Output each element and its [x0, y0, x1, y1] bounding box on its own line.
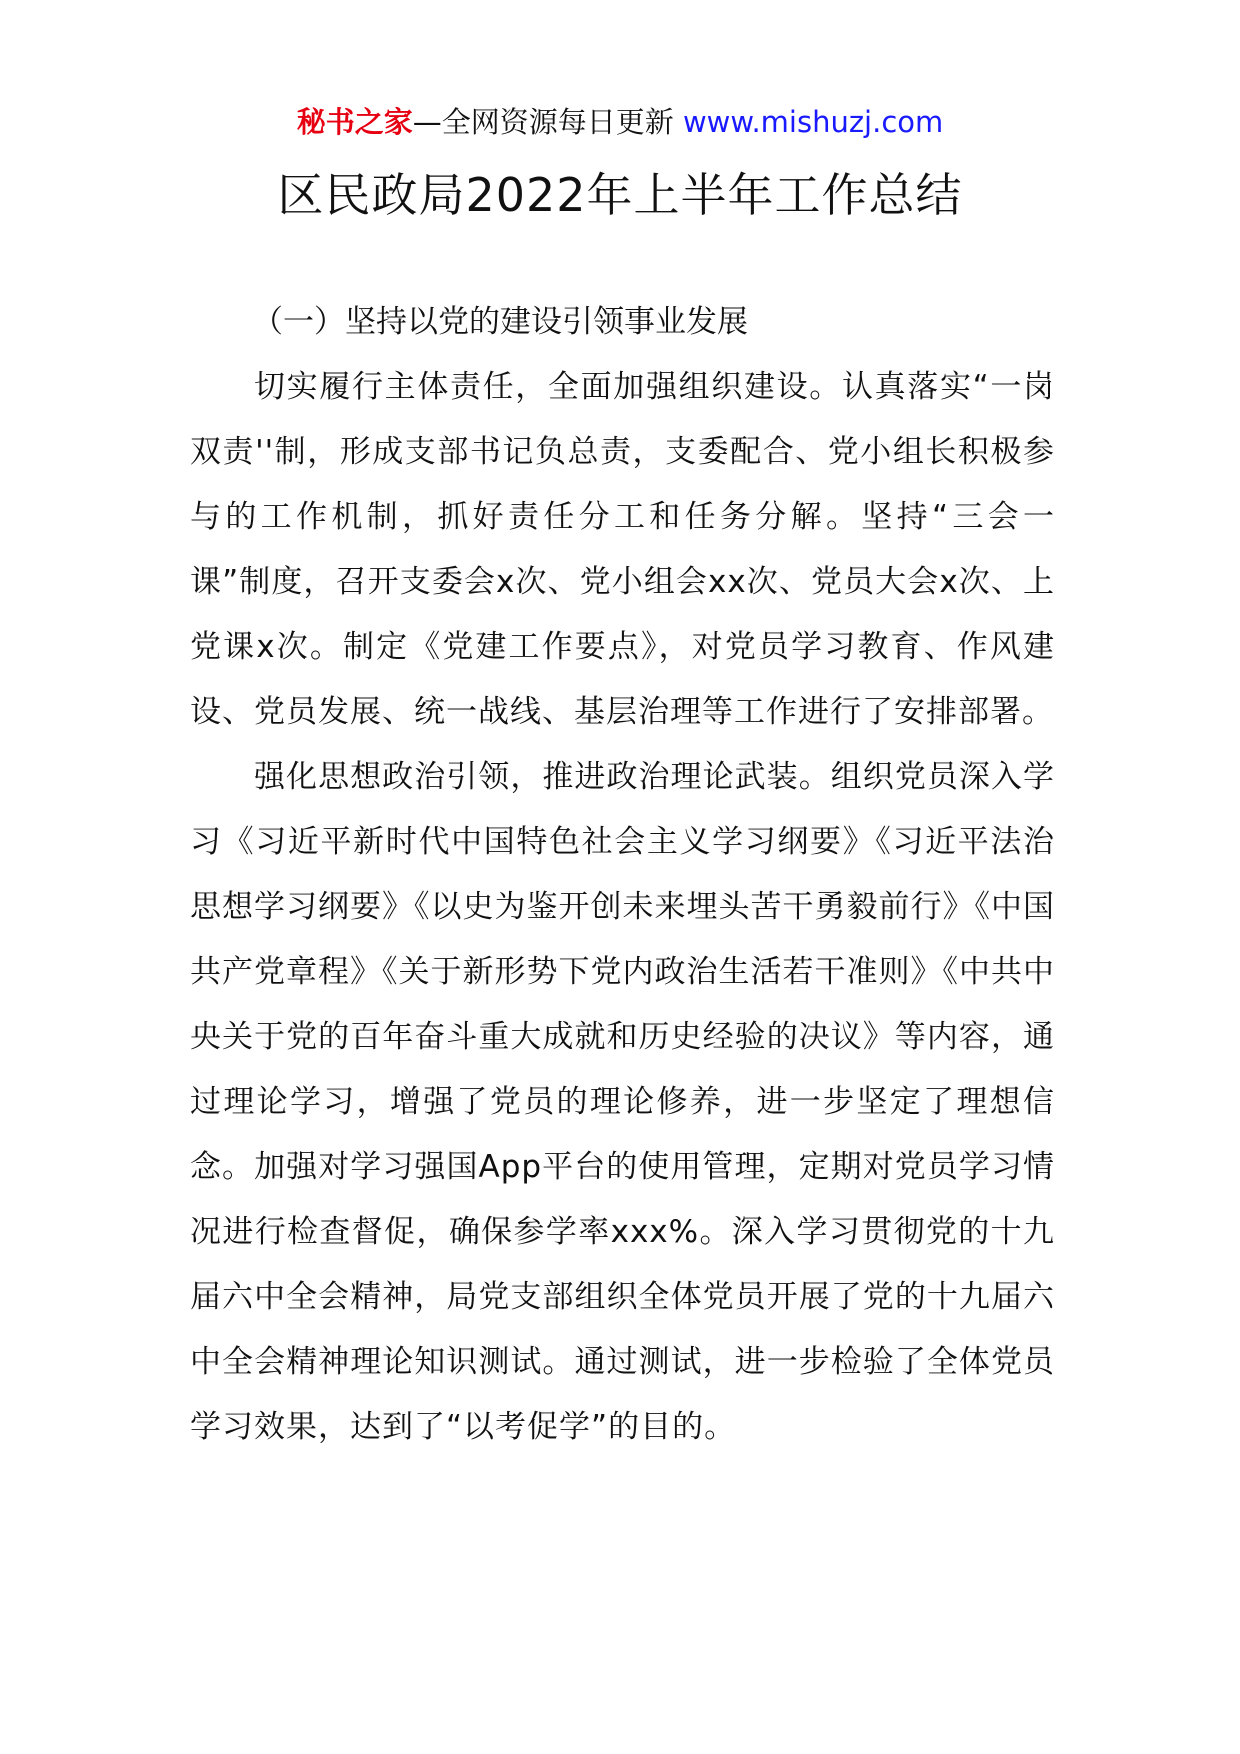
- brand-name: 秘书之家: [296, 105, 413, 139]
- document-body: [190, 290, 1055, 1460]
- section-heading: （一）坚持以党的建设引领事业发展: [252, 304, 748, 340]
- site-banner: [0, 100, 1240, 144]
- paragraph-organization-building: 切实履行主体责任，全面加强组织建设。认真落实“一岗双责''制，形成支部书记负总责，支委配合、党小组长积极参与的工作机制，抓好责任分工和任务分解。坚持“三会一课”制度，召开支委会x次、党小组会xx次、党员大会x次、上党课x次。制定《党建工作要点》，对党员学习教育、作风建设、党员发展、统一战线、基层治理等工作进行了安排部署。: [190, 369, 1055, 730]
- paragraph-political-theory: 强化思想政治引领，推进政治理论武装。组织党员深入学习《习近平新时代中国特色社会主义学习纲要》《习近平法治思想学习纲要》《以史为鉴开创未来埋头苦干勇毅前行》《中国共产党章程》《关于新形势下党内政治生活若干准则》《中共中央关于党的百年奋斗重大成就和历史经验的决议》等内容，通过理论学习，增强了党员的理论修养，进一步坚定了理想信念。加强对学习强国App平台的使用管理，定期对党员学习情况进行检查督促，确保参学率xxx%。深入学习贯彻党的十九届六中全会精神，局党支部组织全体党员开展了党的十九届六中全会精神理论知识测试。通过测试，进一步检验了全体党员学习效果，达到了“以考促学”的目的。: [190, 759, 1055, 1445]
- banner-tagline: —全网资源每日更新: [412, 105, 674, 139]
- document-title: 区民政局2022年上半年工作总结: [277, 168, 963, 222]
- site-url-link[interactable]: www.mishuzj.com: [682, 105, 944, 139]
